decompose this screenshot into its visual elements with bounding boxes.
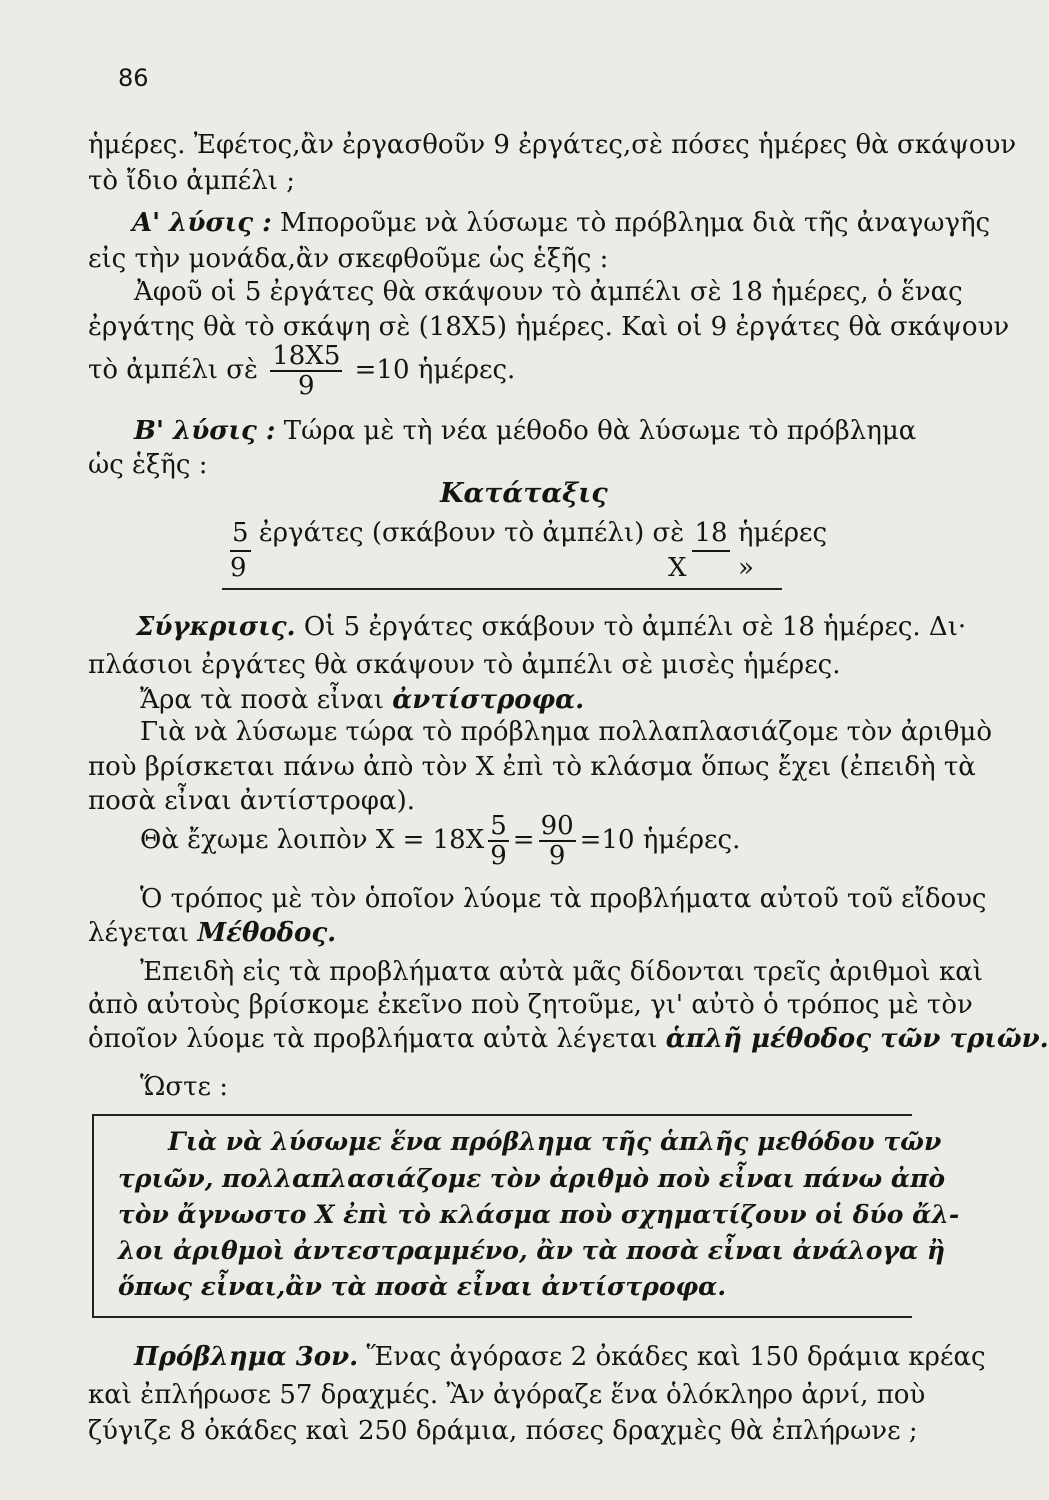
katataxis-title: Κατάταξις	[440, 478, 608, 509]
paragraph-line: Ἀφοῦ οἱ 5 ἐργάτες θὰ σκάψουν τὸ ἀμπέλι σὲ 18 ἡμέρες, ὁ ἕνας	[134, 277, 963, 307]
katataxis-row-1-value: 18	[692, 516, 729, 552]
fraction	[270, 342, 342, 400]
paragraph-line	[88, 916, 905, 950]
paragraph-line: ποσὰ εἶναι ἀντίστροφα).	[88, 786, 415, 816]
rule-box-line: λοι ἀριθμοὶ ἀντεστραμμένο, ἂν τὰ ποσὰ εἶναι ἀνάλογα ἢ	[118, 1236, 946, 1265]
synkrisis-line	[136, 610, 967, 644]
paragraph-line: εἰς τὴν μονάδα,ἂν σκεφθοῦμε ὡς ἑξῆς :	[88, 244, 609, 274]
synkrisis-emphasis: ἀντίστροφα.	[392, 685, 585, 715]
method-term: Μέθοδος.	[197, 918, 337, 948]
solution-a-line	[132, 206, 991, 240]
page-number: 86	[118, 64, 149, 92]
rule-box-line: Γιὰ νὰ λύσωμε ἕνα πρόβλημα τῆς ἁπλῆς μεθόδου τῶν	[168, 1127, 942, 1156]
method-intro: λέγεται	[88, 918, 190, 948]
katataxis-row-2	[230, 551, 905, 585]
solution-b-line	[134, 414, 917, 448]
equation-line	[140, 810, 905, 870]
method-definition: ὁποῖον λύομε τὰ προβλήματα αὐτὰ λέγεται	[88, 1024, 658, 1054]
paragraph-line: ἀπὸ αὐτοὺς βρίσκομε ἐκεῖνο ποὺ ζητοῦμε, γι' αὐτὸ ὁ τρόπος μὲ τὸν	[88, 990, 973, 1020]
rule-box-line: τὸν ἄγνωστο Χ ἐπὶ τὸ κλάσμα ποὺ σχηματίζουν οἱ δύο ἄλ-	[118, 1200, 960, 1229]
problem-3-label: Πρόβλημα 3ον.	[134, 1342, 359, 1372]
paragraph-line: τὸ ἴδιο ἀμπέλι ;	[88, 166, 295, 196]
rule-box-line: ὅπως εἶναι,ἂν τὰ ποσὰ εἶναι ἀντίστροφα.	[118, 1272, 727, 1301]
paragraph-line: ὡς ἑξῆς :	[88, 450, 208, 480]
solution-a-text: Μποροῦμε νὰ λύσωμε τὸ πρόβλημα διὰ τῆς ἀναγωγῆς	[279, 208, 991, 238]
paragraph-line	[88, 1022, 1049, 1056]
equation-fraction-1	[488, 812, 509, 870]
solution-b-label: Β' λύσις :	[134, 416, 276, 446]
method-name: ἁπλῆ μέθοδος τῶν τριῶν.	[665, 1024, 1049, 1054]
rule-box-line: τριῶν, πολλαπλασιάζομε τὸν ἀριθμὸ ποὺ εἶναι πάνω ἀπὸ	[118, 1164, 946, 1193]
synkrisis-label: Σύγκρισις.	[136, 612, 296, 642]
equation-denominator-2: 9	[548, 841, 566, 871]
fraction-numerator: 18Χ5	[272, 341, 341, 371]
paragraph-line: Ὁ τρόπος μὲ τὸν ὁποῖον λύομε τὰ προβλήματα αὐτοῦ τοῦ εἴδους	[140, 884, 987, 914]
paragraph-line: ἡμέρες. Ἐφέτος,ἂν ἐργασθοῦν 9 ἐργάτες,σὲ πόσες ἡμέρες θὰ σκάψουν	[88, 130, 1017, 160]
problem-3-text: Ἕνας ἀγόρασε 2 ὀκάδες καὶ 150 δράμια κρέας	[366, 1342, 986, 1372]
equation-numerator-1: 5	[490, 811, 507, 841]
katataxis-row-2-number: 9	[230, 553, 247, 583]
katataxis-row-1-text: ἐργάτες (σκάβουν τὸ ἀμπέλι) σὲ	[258, 518, 685, 548]
equation-denominator-1: 9	[490, 841, 507, 871]
paragraph-line: ζύγιζε 8 ὀκάδες καὶ 250 δράμια, πόσες δραχμὲς θὰ ἐπλήρωνε ;	[88, 1416, 918, 1446]
paragraph-line: Γιὰ νὰ λύσωμε τώρα τὸ πρόβλημα πολλαπλασιάζομε τὸν ἀριθμὸ	[140, 717, 992, 747]
fraction-denominator: 9	[298, 371, 315, 401]
equation-prefix: Θὰ ἔχωμε λοιπὸν Χ = 18Χ	[140, 825, 485, 855]
paragraph-line	[140, 683, 905, 717]
paragraph-line: ἐργάτης θὰ τὸ σκάψη σὲ (18Χ5) ἡμέρες. Καὶ οἱ 9 ἐργάτες θὰ σκάψουν	[88, 312, 1010, 342]
katataxis-divider	[222, 588, 782, 590]
problem-3-line	[134, 1340, 986, 1374]
paragraph-line: καὶ ἐπλήρωσε 57 δραχμές. Ἂν ἀγόραζε ἕνα ὁλόκληρο ἀρνί, ποὺ	[88, 1380, 926, 1410]
paragraph-line: πλάσιοι ἐργάτες θὰ σκάψουν τὸ ἀμπέλι σὲ μισὲς ἡμέρες.	[88, 650, 841, 680]
paragraph-line: ποὺ βρίσκεται πάνω ἀπὸ τὸν Χ ἐπὶ τὸ κλάσμα ὅπως ἔχει (ἐπειδὴ τὰ	[88, 752, 976, 782]
fraction-suffix: =10 ἡμέρες.	[354, 355, 516, 385]
paragraph-line: Ἐπειδὴ εἰς τὰ προβλήματα αὐτὰ μᾶς δίδονται τρεῖς ἀριθμοὶ καὶ	[140, 957, 983, 987]
solution-a-label: Α' λύσις :	[132, 208, 272, 238]
katataxis-row-1-unit: ἡμέρες	[737, 518, 828, 548]
equation-result: =10 ἡμέρες.	[579, 825, 741, 855]
katataxis-row-1	[230, 516, 905, 552]
synkrisis-text: Οἱ 5 ἐργάτες σκάβουν τὸ ἀμπέλι σὲ 18 ἡμέρες. Δι·	[303, 612, 967, 642]
equation-numerator-2: 90	[540, 811, 574, 841]
solution-b-text: Τώρα μὲ τὴ νέα μέθοδο θὰ λύσωμε τὸ πρόβλημα	[283, 416, 917, 446]
fraction-line	[88, 340, 905, 400]
synkrisis-conclusion: Ἄρα τὰ ποσὰ εἶναι	[140, 685, 384, 715]
equation-equals: =	[512, 825, 535, 855]
fraction-prefix: τὸ ἀμπέλι σὲ	[88, 355, 258, 385]
katataxis-row-1-number: 5	[230, 516, 251, 552]
equation-fraction-2	[539, 812, 576, 870]
oste-label: Ὥστε :	[140, 1072, 228, 1102]
katataxis-row-2-unknown: Χ	[668, 553, 687, 583]
katataxis-row-2-ditto: »	[738, 553, 754, 583]
